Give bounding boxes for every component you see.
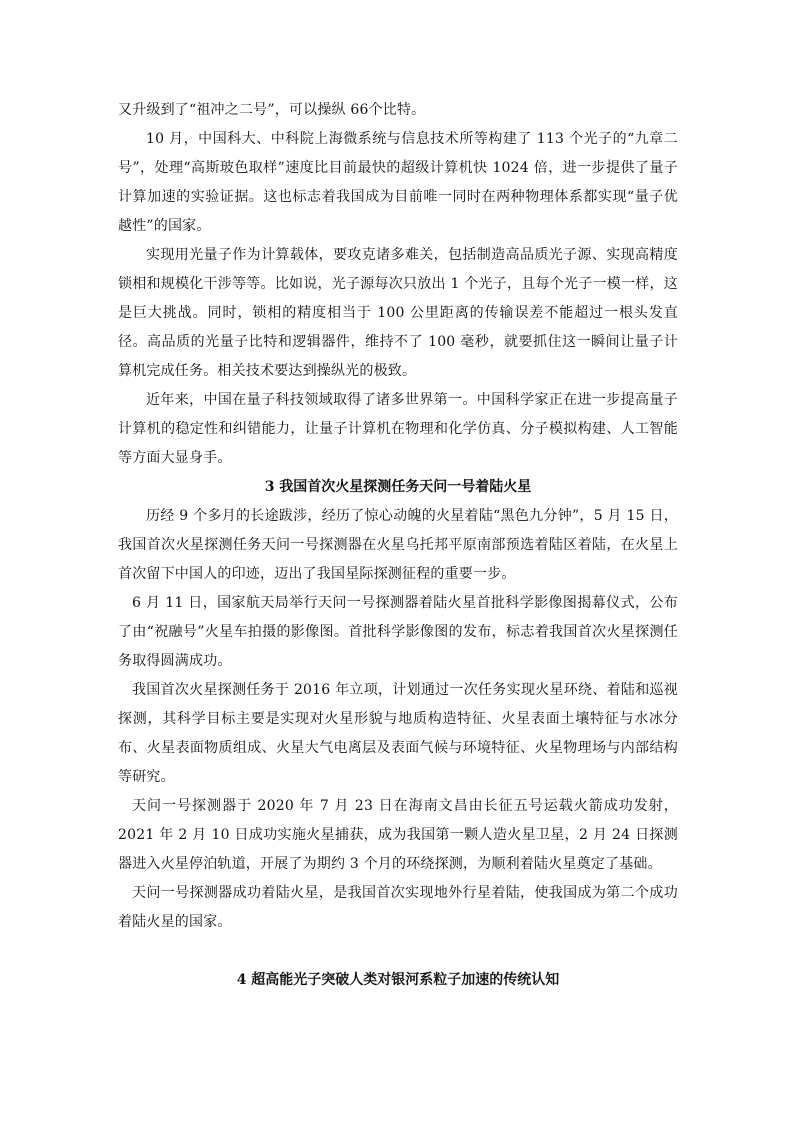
paragraph-mission-goals: 我国首次火星探测任务于 2016 年立项，计划通过一次任务实现火星环绕、着陆和巡视探测，其科学目标主要是实现对火星形貌与地质构造特征、火星表面土壤特征与水冰分布、火星表面物质组成、火星大气电离层及表面气候与环境特征、火星物理场与内部结构等研究。: [118, 682, 678, 785]
paragraph-jiuzhang: 10 月，中国科大、中科院上海微系统与信息技术所等构建了 113 个光子的“九章二号”，处理“高斯玻色取样”速度比目前最快的超级计算机快 1024 倍，进一步提供了量子计算加速的实验证据。这也标志着我国成为目前唯一同时在两种物理体系都实现“量子优越性”的国家。: [118, 131, 678, 234]
section-heading-tianwen: 3 我国首次火星探测任务天问一号着陆火星: [264, 479, 532, 495]
paragraph-launch: 天问一号探测器于 2020 年 7 月 23 日在海南文昌由长征五号运载火箭成功发射，2021 年 2 月 10 日成功实施火星捕获，成为我国第一颗人造火星卫星，2 月 24 日探测器进入火星停泊轨道，开展了为期约 3 个月的环绕探测，为顺利着陆火星奠定了基础。: [118, 798, 678, 872]
document-page: [118, 96, 678, 995]
paragraph-quantum-progress: 近年来，中国在量子科技领域取得了诸多世界第一。中国科学家正在进一步提高量子计算机的稳定性和纠错能力，让量子计算机在物理和化学仿真、分子模拟构建、人工智能等方面大显身手。: [118, 392, 678, 466]
paragraph-images: 6 月 11 日，国家航天局举行天问一号探测器着陆火星首批科学影像图揭幕仪式，公布了由“祝融号”火星车拍摄的影像图。首批科学影像图的发布，标志着我国首次火星探测任务取得圆满成功。: [118, 595, 678, 669]
section-gap: [118, 937, 678, 966]
paragraph-significance: 天问一号探测器成功着陆火星，是我国首次实现地外行星着陆，使我国成为第二个成功着陆火星的国家。: [118, 885, 678, 930]
section-heading-photons: 4 超高能光子突破人类对银河系粒子加速的传统认知: [236, 972, 560, 988]
paragraph-landing: 历经 9 个多月的长途跋涉，经历了惊心动魄的火星着陆“黑色九分钟”，5 月 15 日，我国首次火星探测任务天问一号探测器在火星乌托邦平原南部预选着陆区着陆，在火星上首次留下中国人的印迹，迈出了我国星际探测征程的重要一步。: [118, 508, 678, 582]
paragraph-photonic-challenges: 实现用光量子作为计算载体，要攻克诸多难关，包括制造高品质光子源、实现高精度锁相和规模化干涉等等。比如说，光子源每次只放出 1 个光子，且每个光子一模一样，这是巨大挑战。同时，锁相的精度相当于 100 公里距离的传输误差不能超过一根头发直径。高品质的光量子比特和逻辑器件，维持不了 100 毫秒，就要抓住这一瞬间让量子计算机完成任务。相关技术要达到操纵光的极致。: [118, 247, 678, 379]
paragraph-continuation: 又升级到了“祖冲之二号”，可以操纵 66个比特。: [118, 102, 426, 118]
